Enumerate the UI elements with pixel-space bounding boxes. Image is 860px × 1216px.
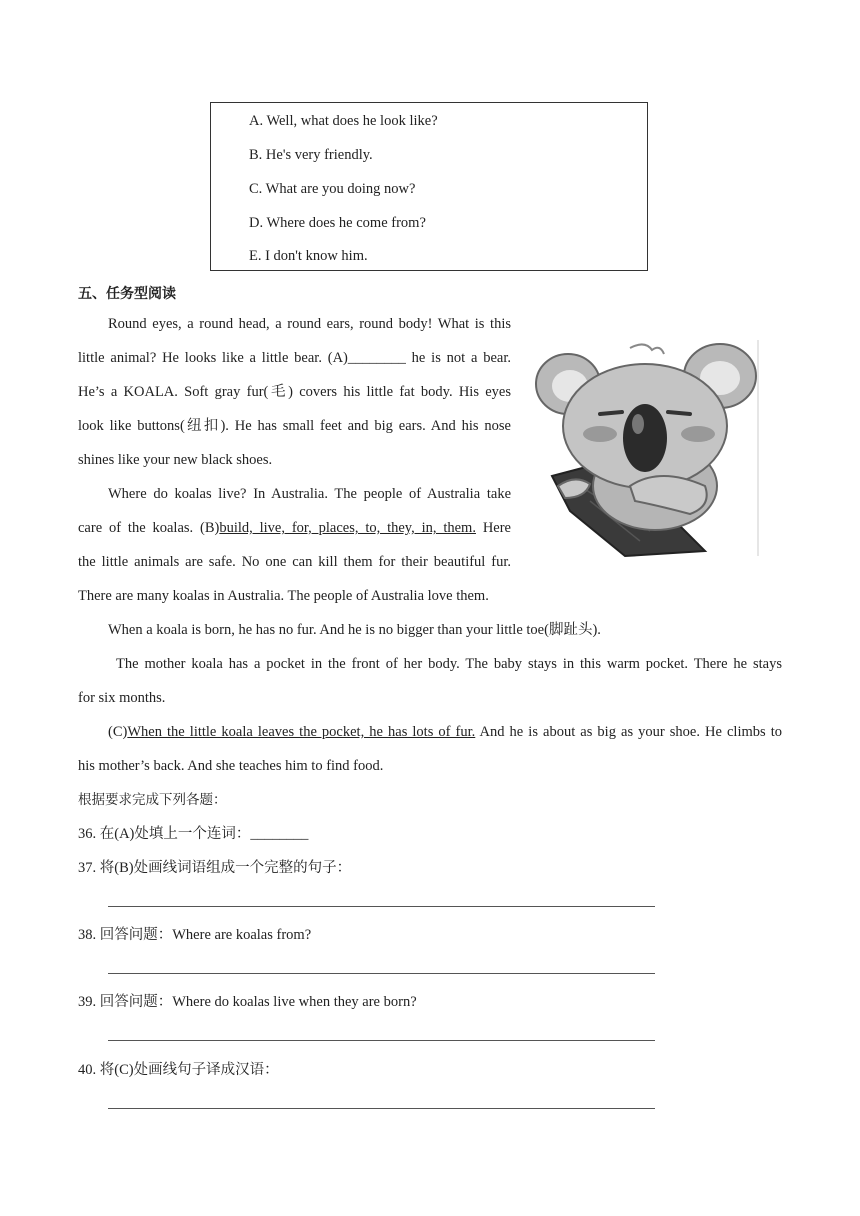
passage-line	[108, 314, 511, 334]
passage-line: There are many koalas in Australia. The people of Australia love them.	[78, 588, 489, 604]
answer-line-38[interactable]	[108, 973, 655, 974]
passage-line: When a koala is born, he has no fur. And he is no bigger than your little toe(脚趾头).	[108, 622, 601, 638]
passage-line	[108, 484, 511, 504]
passage-text-part: And he is about as big as your shoe. He climbs to	[475, 724, 782, 740]
option-b: B. He's very friendly.	[249, 147, 373, 163]
answer-line-40[interactable]	[108, 1108, 655, 1109]
passage-text: The mother koala has a pocket in the front of her body. The baby stays in this warm pocket. There he stays	[116, 656, 782, 672]
passage-line: shines like your new black shoes.	[78, 452, 273, 468]
answer-line-37[interactable]	[108, 906, 655, 907]
passage-line	[78, 552, 511, 572]
passage-text: He’s a KOALA. Soft gray fur(毛) covers his little fat body. His eyes	[78, 384, 511, 400]
passage-text: Round eyes, a round head, a round ears, round body! What is this	[108, 316, 511, 332]
question-37: 37. 将(B)处画线词语组成一个完整的句子：	[78, 860, 352, 876]
option-d: D. Where does he come from?	[249, 215, 426, 231]
passage-text-part: (C)	[108, 724, 128, 740]
passage-line	[116, 654, 782, 674]
answer-line-39[interactable]	[108, 1040, 655, 1041]
instructions: 根据要求完成下列各题：	[78, 792, 227, 808]
passage-text: little animal? He looks like a little bear. (A)________ he is not a bear.	[78, 350, 511, 366]
passage-text: look like buttons(纽扣). He has small feet and big ears. And his nose	[78, 418, 511, 434]
passage-text: the little animals are safe. No one can kill them for their beautiful fur.	[78, 554, 511, 570]
question-36: 36. 在(A)处填上一个连词：________	[78, 826, 309, 842]
passage-line	[78, 416, 511, 436]
question-39: 39. 回答问题：Where do koalas live when they are born?	[78, 994, 417, 1010]
passage-line	[78, 382, 511, 402]
option-e: E. I don't know him.	[249, 248, 368, 264]
question-40: 40. 将(C)处画线句子译成汉语：	[78, 1062, 279, 1078]
passage-text-part: care of the koalas. (B)	[78, 520, 220, 536]
option-c: C. What are you doing now?	[249, 181, 416, 197]
passage-line	[108, 722, 782, 742]
passage-text: Where do koalas live? In Australia. The people of Australia take	[108, 486, 511, 502]
option-a: A. Well, what does he look like?	[249, 113, 438, 129]
koala-illustration	[530, 336, 760, 558]
underlined-words-b: build, live, for, places, to, they, in, them.	[219, 520, 476, 536]
passage-line	[78, 348, 511, 368]
question-38: 38. 回答问题：Where are koalas from?	[78, 927, 312, 943]
passage-line: for six months.	[78, 690, 166, 706]
section-title: 五、任务型阅读	[78, 286, 176, 302]
passage-text-part: Here	[475, 520, 511, 536]
options-box	[210, 102, 648, 271]
underlined-sentence-c: When the little koala leaves the pocket, he has lots of fur.	[127, 724, 476, 740]
passage-text	[78, 518, 511, 538]
passage-line: his mother’s back. And she teaches him to find food.	[78, 758, 384, 774]
passage-line	[78, 518, 511, 538]
passage-text	[108, 722, 782, 742]
